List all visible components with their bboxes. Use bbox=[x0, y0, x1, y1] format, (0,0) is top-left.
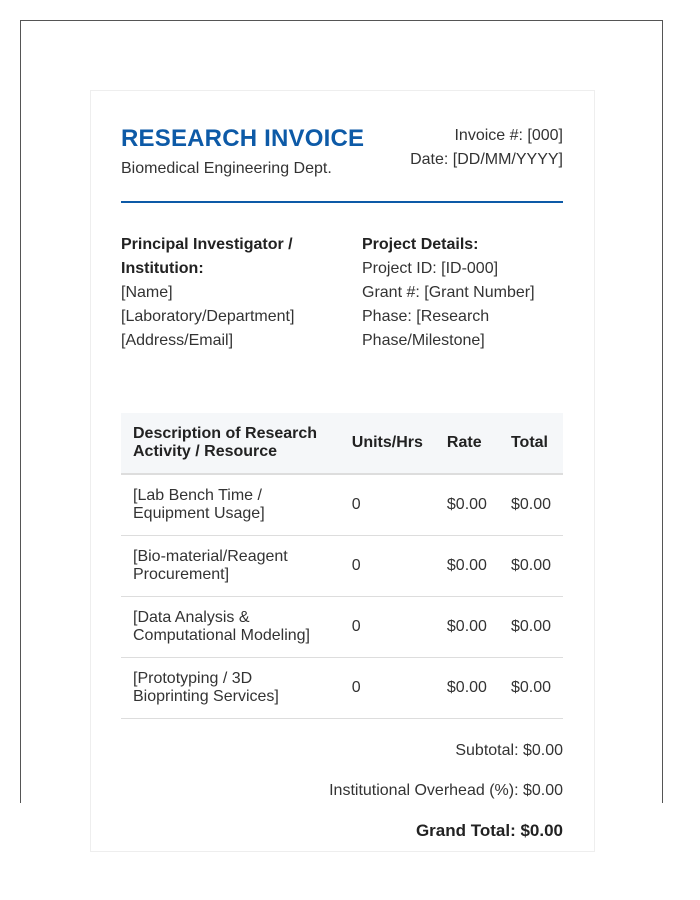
row-units: 0 bbox=[340, 474, 435, 536]
header-total: Total bbox=[499, 413, 563, 474]
line-items-table bbox=[121, 413, 563, 719]
subtotal: Subtotal: $0.00 bbox=[455, 742, 563, 759]
invoice-sheet bbox=[90, 90, 595, 852]
project-phase: Phase: [Research Phase/Milestone] bbox=[362, 308, 490, 349]
row-units: 0 bbox=[340, 597, 435, 658]
row-units: 0 bbox=[340, 658, 435, 719]
totals-section bbox=[329, 742, 563, 862]
row-rate: $0.00 bbox=[435, 536, 499, 597]
invoice-title: RESEARCH INVOICE bbox=[121, 125, 365, 152]
grant-number: Grant #: [Grant Number] bbox=[362, 284, 535, 301]
table-header-row bbox=[121, 413, 563, 474]
invoice-date: Date: [DD/MM/YYYY] bbox=[410, 151, 563, 168]
table-row bbox=[121, 597, 563, 658]
invoice-content bbox=[121, 121, 563, 840]
project-heading: Project Details: bbox=[362, 236, 479, 253]
row-description: [Bio-material/Reagent Procurement] bbox=[121, 536, 340, 597]
row-description: [Data Analysis & Computational Modeling] bbox=[121, 597, 340, 658]
header-description: Description of Research Activity / Resource bbox=[121, 413, 340, 474]
row-rate: $0.00 bbox=[435, 597, 499, 658]
grand-total: Grand Total: $0.00 bbox=[415, 821, 563, 840]
table-row bbox=[121, 536, 563, 597]
investigator-lab: [Laboratory/Department] bbox=[121, 308, 295, 325]
row-description: [Lab Bench Time / Equipment Usage] bbox=[121, 474, 340, 536]
invoice-meta bbox=[410, 124, 563, 172]
project-block bbox=[362, 233, 562, 353]
investigator-heading: Principal Investigator / Institution: bbox=[121, 236, 293, 277]
invoice-number: Invoice #: [000] bbox=[454, 127, 563, 144]
investigator-name: [Name] bbox=[121, 284, 173, 301]
table-row bbox=[121, 658, 563, 719]
institutional-overhead: Institutional Overhead (%): $0.00 bbox=[329, 782, 563, 799]
page-frame bbox=[20, 20, 663, 840]
table-row bbox=[121, 474, 563, 536]
header-units: Units/Hrs bbox=[340, 413, 435, 474]
row-description: [Prototyping / 3D Bioprinting Services] bbox=[121, 658, 340, 719]
row-rate: $0.00 bbox=[435, 658, 499, 719]
parties-section bbox=[121, 203, 563, 353]
investigator-block bbox=[121, 233, 321, 353]
row-total: $0.00 bbox=[499, 658, 563, 719]
project-id: Project ID: [ID-000] bbox=[362, 260, 499, 277]
department-name: Biomedical Engineering Dept. bbox=[121, 160, 332, 177]
row-units: 0 bbox=[340, 536, 435, 597]
investigator-address: [Address/Email] bbox=[121, 332, 234, 349]
header-rate: Rate bbox=[435, 413, 499, 474]
row-total: $0.00 bbox=[499, 597, 563, 658]
row-rate: $0.00 bbox=[435, 474, 499, 536]
row-total: $0.00 bbox=[499, 474, 563, 536]
invoice-header bbox=[121, 121, 563, 203]
row-total: $0.00 bbox=[499, 536, 563, 597]
